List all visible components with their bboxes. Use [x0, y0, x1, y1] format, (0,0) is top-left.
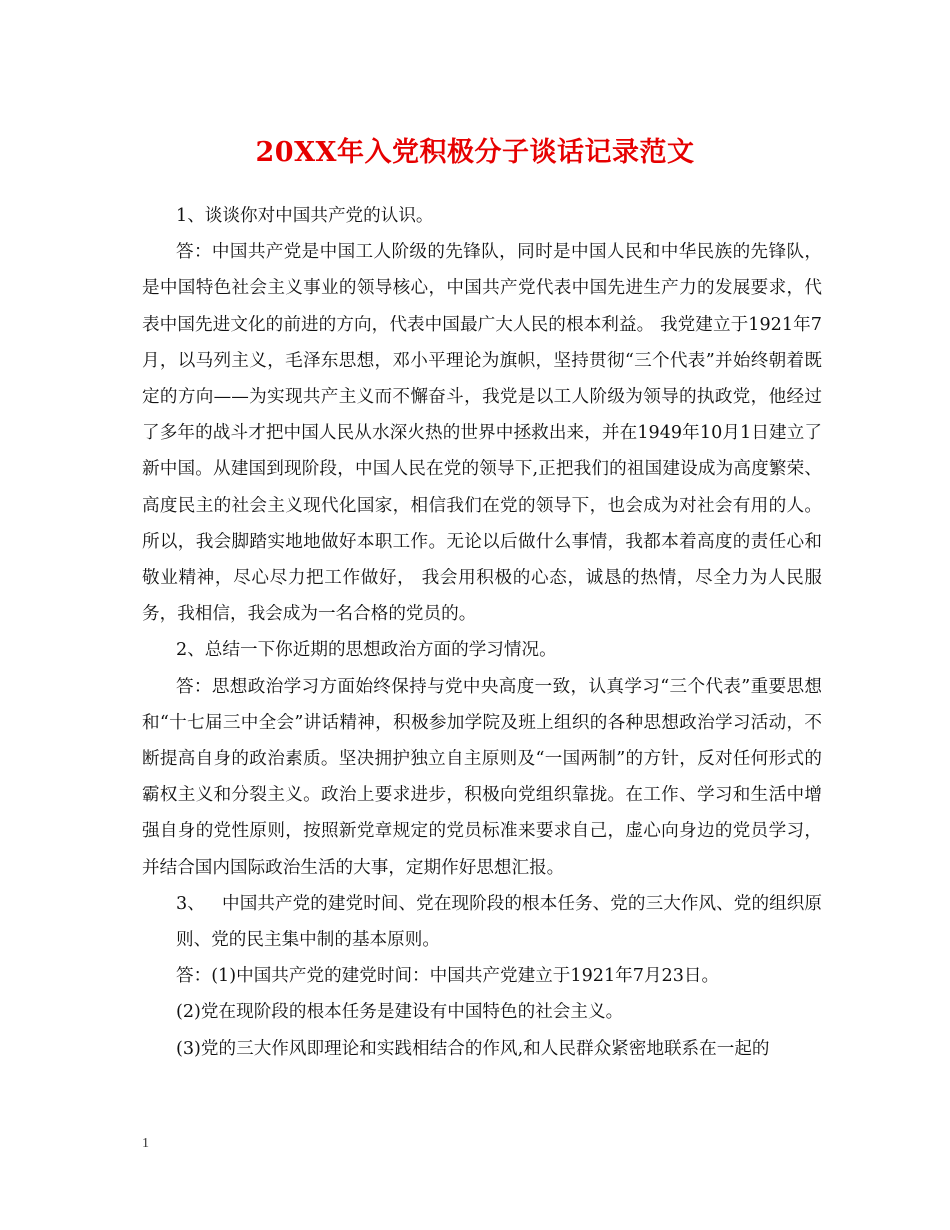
- answer-3-part-2: (2)党在现阶段的根本任务是建设有中国特色的社会主义。: [176, 1002, 624, 1023]
- question-3-number: 3、: [176, 893, 205, 914]
- document-body: [142, 198, 822, 1067]
- question-2: 2、总结一下你近期的思想政治方面的学习情况。: [176, 640, 557, 661]
- answer-3-part-3: (3)党的三大作风即理论和实践相结合的作风,和人民群众紧密地联系在一起的: [176, 1038, 770, 1059]
- page-number: 1: [142, 1136, 149, 1151]
- document-title: 20XX年入党积极分子谈话记录范文: [255, 137, 695, 168]
- answer-2: 答：思想政治学习方面始终保持与党中央高度一致，认真学习“三个代表”重要思想和“十七届三中全会”讲话精神，积极参加学院及班上组织的各种思想政治学习活动，不断提高自身的政治素质。坚决拥护独立自主原则及“一国两制”的方针，反对任何形式的霸权主义和分裂主义。政治上要求进步，积极向党组织靠拢。在工作、学习和生活中增强自身的党性原则，按照新党章规定的党员标准来要求自己，虚心向身边的党员学习，并结合国内国际政治生活的大事，定期作好思想汇报。: [142, 676, 822, 878]
- answer-1: 答：中国共产党是中国工人阶级的先锋队，同时是中国人民和中华民族的先锋队，是中国特色社会主义事业的领导核心，中国共产党代表中国先进生产力的发展要求，代表中国先进文化的前进的方向，代表中国最广大人民的根本利益。 我党建立于1921年7月，以马列主义，毛泽东思想，邓小平理论为旗帜，坚持贯彻“三个代表”并始终朝着既定的方向——为实现共产主义而不懈奋斗，我党是以工人阶级为领导的执政党，他经过了多年的战斗才把中国人民从水深火热的世界中拯救出来，并在1949年10月1日建立了新中国。从建国到现阶段，中国人民在党的领导下,正把我们的祖国建设成为高度繁荣、高度民主的社会主义现代化国家，相信我们在党的领导下，也会成为对社会有用的人。所以，我会脚踏实地地做好本职工作。无论以后做什么事情，我都本着高度的责任心和敬业精神，尽心尽力把工作做好， 我会用积极的心态，诚恳的热情，尽全力为人民服务，我相信，我会成为一名合格的党员的。: [142, 242, 823, 625]
- question-1: 1、谈谈你对中国共产党的认识。: [176, 206, 434, 226]
- question-3: [142, 886, 822, 958]
- question-3-text: 中国共产党的建党时间、党在现阶段的根本任务、党的三大作风、党的组织原则、党的民主集中制的基本原则。: [176, 893, 822, 951]
- answer-3-part-1: 答：(1)中国共产党的建党时间：中国共产党建立于1921年7月23日。: [176, 966, 720, 987]
